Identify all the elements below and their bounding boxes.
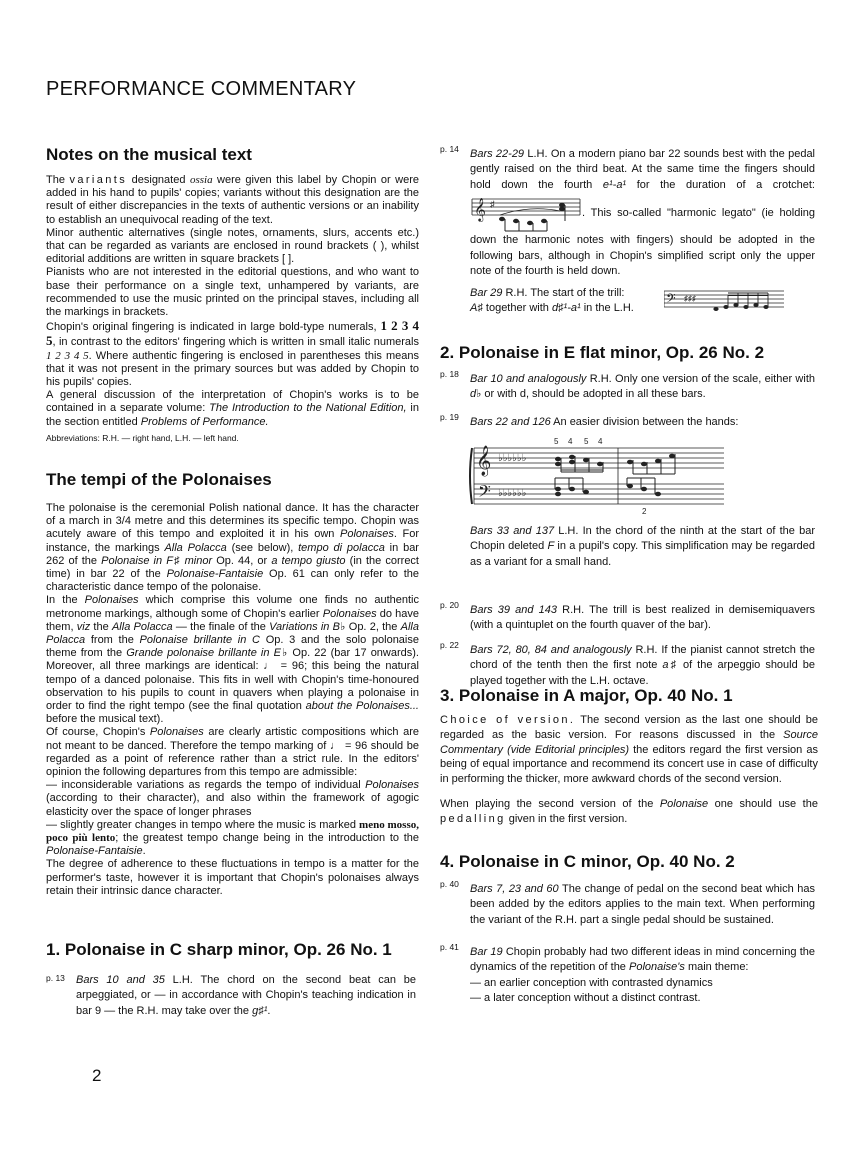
svg-text:♭♭♭♭♭♭: ♭♭♭♭♭♭ (498, 488, 527, 499)
notes-paragraph-2: Minor authentic alternatives (single notes, ornaments, slurs, accents etc.) that can be regarded as variants are enclosed in round brackets ( ), whilst editorial additions are written in square brackets [ ]. (46, 226, 419, 266)
fingering-top-1: 5 (554, 437, 559, 446)
tempi-paragraph-1: The polonaise is the ceremonial Polish national dance. It has the character of a march in 3/4 metre and this determines its specific tempo. Chopin was acutely aware of this tempo and exploited it in his own Polonaises. For instance, the markings Alla Polacca (see below), tempo di polacca in bar 262 of the Polonaise in F♯ minor Op. 44, or a tempo giusto (in the correct time) in bar 22 of the Polonaise-Fantaisie Op. 61 can only refer to the characteristic dance tempo of the polonaise. (46, 502, 419, 594)
dynamics-option-1: — an earlier conception with contrasted dynamics (470, 976, 713, 989)
notes-text (46, 174, 419, 429)
tempi-paragraph-2: In the Polonaises which comprise this volume one finds no authentic metronome markings, although some of Chopin's earlier Polonaises do have them, viz the Alla Polacca — the finale of the Variations in B♭ Op. 2, the Alla Polacca from the Polonaise brillante in C Op. 3 and the solo polonaise theme from the Grande polonaise brillante in E♭ Op. 22 (bar 17 onwards). Moreover, all three markings are identical: ♩ = 96; this being the natural tempo of a danced polonaise. This fits in well with Chopin's time-honoured observation to his pupils to count in quavers when playing a polonaise in order to find the right tempo (see the final quotation about the Polonaises... before the musical text). (46, 594, 420, 726)
svg-text:♭♭♭♭♭♭: ♭♭♭♭♭♭ (498, 453, 527, 464)
notes-paragraph-5: A general discussion of the interpretation of Chopin's works is to be contained in a separate volume: The Introduction to the National Edition, in the section entitled Problems of Performance. (46, 389, 419, 428)
abbreviations-note: Abbreviations: R.H. — right hand, L.H. — left hand. (46, 433, 239, 443)
op40no1-paragraph-2: When playing the second version of the Polonaise one should use the pedalling given in the first version. (440, 797, 818, 825)
op40no1-paragraph-1: Choice of version. The second version as the last one should be regarded as the basic version. For reasons discussed in the Source Commentary (vide Editorial principles) the editors regard the first version as being of equal importance and recommend its concert use in case of difficulty in performing the thicker, more awkward chords of the second version. (440, 714, 818, 786)
tempi-heading: The tempi of the Polonaises (46, 470, 272, 489)
op40no1-heading: 3. Polonaise in A major, Op. 40 No. 1 (440, 686, 733, 705)
page-ref: p. 13 (46, 973, 65, 983)
page-number: 2 (92, 1066, 102, 1085)
page-title: PERFORMANCE COMMENTARY (46, 78, 357, 100)
dynamics-option-2: — a later conception without a distinct contrast. (470, 992, 701, 1005)
tempi-paragraph-4: — inconsiderable variations as regards the tempo of individual Polonaises (according to their character), and also within the framework of agogic elasticity over the space of longer phrases (46, 779, 419, 818)
svg-text:𝄞: 𝄞 (476, 446, 492, 476)
page-ref: p. 40 (440, 879, 459, 889)
fingering-bottom-1: 2 (642, 507, 647, 516)
trill-music-example (664, 287, 784, 313)
op40no1-text (440, 713, 818, 827)
notes-paragraph-1: The variants designated ossia were given this label by Chopin or were added in his hand to pupils' copies; variants without this designation are the result of either discrepancies in the texts of authentic versions or an inability to establish an unequivocal reading of the text. (46, 174, 420, 226)
page-ref: p. 41 (440, 942, 459, 952)
tempi-text (46, 502, 419, 898)
op26no2-heading: 2. Polonaise in E flat minor, Op. 26 No. 2 (440, 343, 765, 362)
svg-text:♯♯♯: ♯♯♯ (684, 294, 696, 303)
tempi-paragraph-5: — slightly greater changes in tempo where the music is marked meno mosso, poco più lento; the greatest tempo change being in the introduction to the Polonaise-Fantaisie. (46, 818, 420, 858)
tempi-paragraph-3: Of course, Chopin's Polonaises are clearly artistic compositions which are not meant to be danced. Therefore the tempo marking of ♩ = 96 should be regarded as a point of reference rather than a strict rule. In the editors' opinion the following departures from this tempo are admissible: (46, 726, 419, 779)
page-ref: p. 19 (440, 412, 459, 422)
fingering-top-3: 5 (584, 437, 589, 446)
page-ref: p. 20 (440, 600, 459, 610)
notes-paragraph-3: Pianists who are not interested in the editorial questions, and who want to base their performance on a single text, unhampered by variants, are recommended to use the music printed on the principal staves, including all the markings in brackets. (46, 266, 419, 319)
op40no2-heading: 4. Polonaise in C minor, Op. 40 No. 2 (440, 852, 735, 871)
svg-text:𝄢: 𝄢 (478, 481, 491, 505)
op26no1-heading: 1. Polonaise in C sharp minor, Op. 26 No. 1 (46, 940, 392, 959)
svg-text:𝄢: 𝄢 (666, 291, 676, 309)
svg-text:𝄞: 𝄞 (474, 197, 486, 222)
fingering-top-2: 4 (568, 437, 573, 446)
page-ref: p. 18 (440, 369, 459, 379)
fingering-top-4: 4 (598, 437, 603, 446)
svg-text:♯: ♯ (490, 199, 495, 210)
tempi-paragraph-6: The degree of adherence to these fluctuations in tempo is a matter for the performer's taste, however it is important that Chopin's polonaises always retain their intrinsic dance character. (46, 858, 419, 897)
page-ref: p. 22 (440, 640, 459, 650)
notes-heading: Notes on the musical text (46, 145, 252, 164)
page-ref: p. 14 (440, 144, 459, 154)
hand-division-music-example (468, 434, 724, 518)
notes-paragraph-4: Chopin's original fingering is indicated in large bold-type numerals, 1 2 3 4 5, in contrast to the editors' fingering which is written in small italic numerals 1 2 3 4 5. Where authentic fingering is enclosed in parentheses this means that it was not present in the primary sources but was added by Chopin to his pupils' copies. (46, 318, 420, 389)
harmonic-legato-music-example (470, 193, 582, 233)
